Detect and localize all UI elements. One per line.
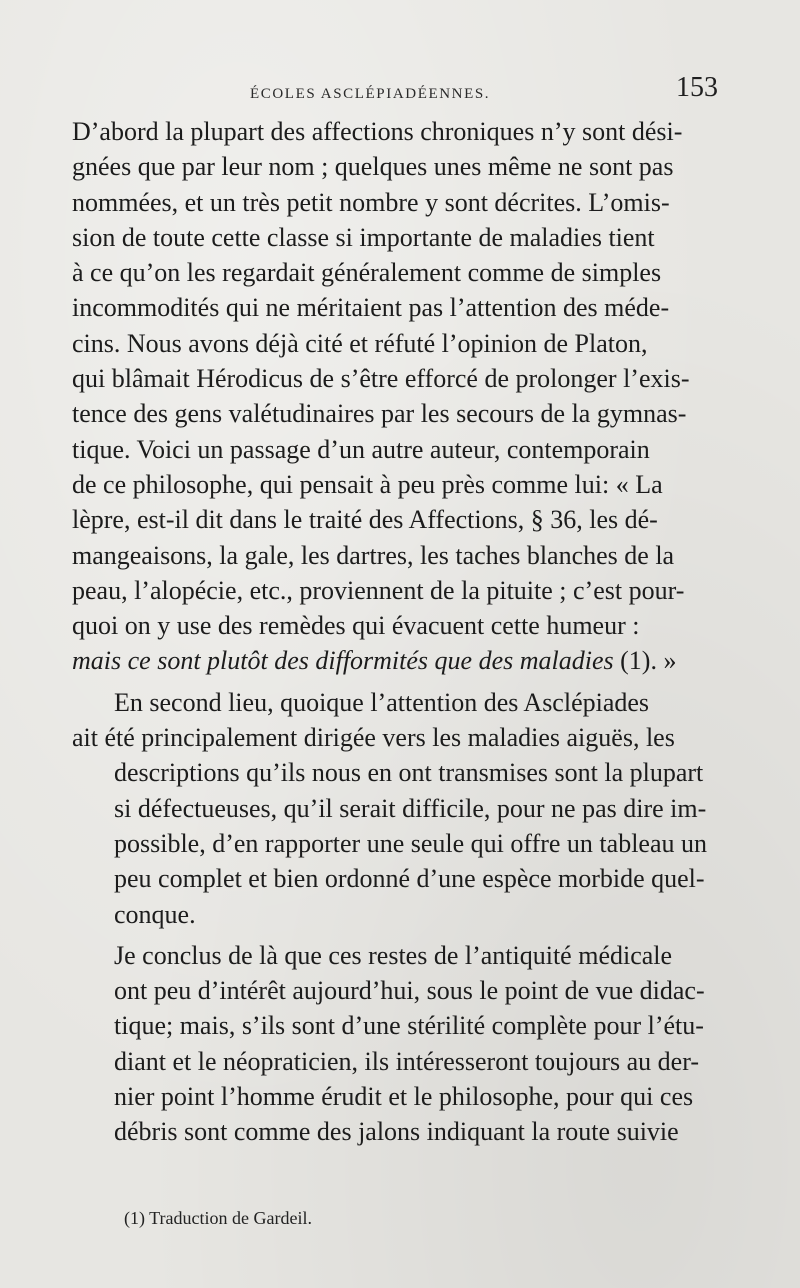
text-line: de ce philosophe, qui pensait à peu près comme lui: « La xyxy=(72,469,663,499)
text-line: débris sont comme des jalons indiquant la route suivie xyxy=(114,1117,679,1147)
text-line: à ce qu’on les regardait généralement comme de simples xyxy=(72,258,662,288)
text-line: peu complet et bien ordonné d’une espèce morbide quel- xyxy=(114,864,705,894)
text-line: descriptions qu’ils nous en ont transmises sont la plupart xyxy=(114,758,704,788)
text-line: sion de toute cette classe si importante de maladies tient xyxy=(72,222,655,252)
text-line-quote-end xyxy=(72,643,732,678)
text-line: nier point l’homme érudit et le philosophe, pour qui ces xyxy=(114,1082,694,1112)
paragraph-1 xyxy=(72,114,732,679)
text-line: gnées que par leur nom ; quelques unes même ne sont pas xyxy=(72,152,674,182)
text-line: D’abord la plupart des affections chroniques n’y sont dési- xyxy=(72,117,683,146)
running-title: ÉCOLES ASCLÉPIADÉENNES. xyxy=(250,86,491,102)
text-line: En second lieu, quoique l’attention des Asclépiades xyxy=(114,687,650,717)
text-line: ont peu d’intérêt aujourd’hui, sous le point de vue didac- xyxy=(114,976,705,1006)
text-line: tence des gens valétudinaires par les secours de la gymnas- xyxy=(72,399,687,429)
paragraph-2 xyxy=(72,685,732,932)
text-line: Je conclus de là que ces restes de l’antiquité médicale xyxy=(114,940,673,970)
text-line: ait été principalement dirigée vers les maladies aiguës, les xyxy=(72,723,675,753)
body-text xyxy=(72,114,732,1150)
page-number: 153 xyxy=(676,72,718,103)
text-line: tique. Voici un passage d’un autre auteur, contemporain xyxy=(72,434,650,464)
footnote: (1) Traduction de Gardeil. xyxy=(124,1208,312,1228)
text-line: nommées, et un très petit nombre y sont décrites. L’omis- xyxy=(72,187,670,217)
footnote-reference: (1). » xyxy=(613,646,677,676)
text-line: lèpre, est-il dit dans le traité des Affections, § 36, les dé- xyxy=(72,505,658,535)
text-line: incommodités qui ne méritaient pas l’attention des méde- xyxy=(72,293,670,323)
text-line: diant et le néopraticien, ils intéresseront toujours au der- xyxy=(114,1046,700,1076)
text-line: qui blâmait Hérodicus de s’être efforcé de prolonger l’exis- xyxy=(72,364,690,394)
text-line: quoi on y use des remèdes qui évacuent cette humeur : xyxy=(72,611,640,641)
paragraph-3 xyxy=(72,938,732,1150)
italic-quote: mais ce sont plutôt des difformités que des maladies xyxy=(72,646,614,676)
text-line: peau, l’alopécie, etc., proviennent de la pituite ; c’est pour- xyxy=(72,575,685,605)
text-line: tique; mais, s’ils sont d’une stérilité complète pour l’étu- xyxy=(114,1011,704,1041)
text-line: cins. Nous avons déjà cité et réfuté l’opinion de Platon, xyxy=(72,328,648,358)
text-line: mangeaisons, la gale, les dartres, les taches blanches de la xyxy=(72,540,675,570)
text-line: possible, d’en rapporter une seule qui offre un tableau un xyxy=(114,828,707,858)
text-line: si défectueuses, qu’il serait difficile, pour ne pas dire im- xyxy=(114,793,707,823)
text-line: conque. xyxy=(114,899,196,929)
